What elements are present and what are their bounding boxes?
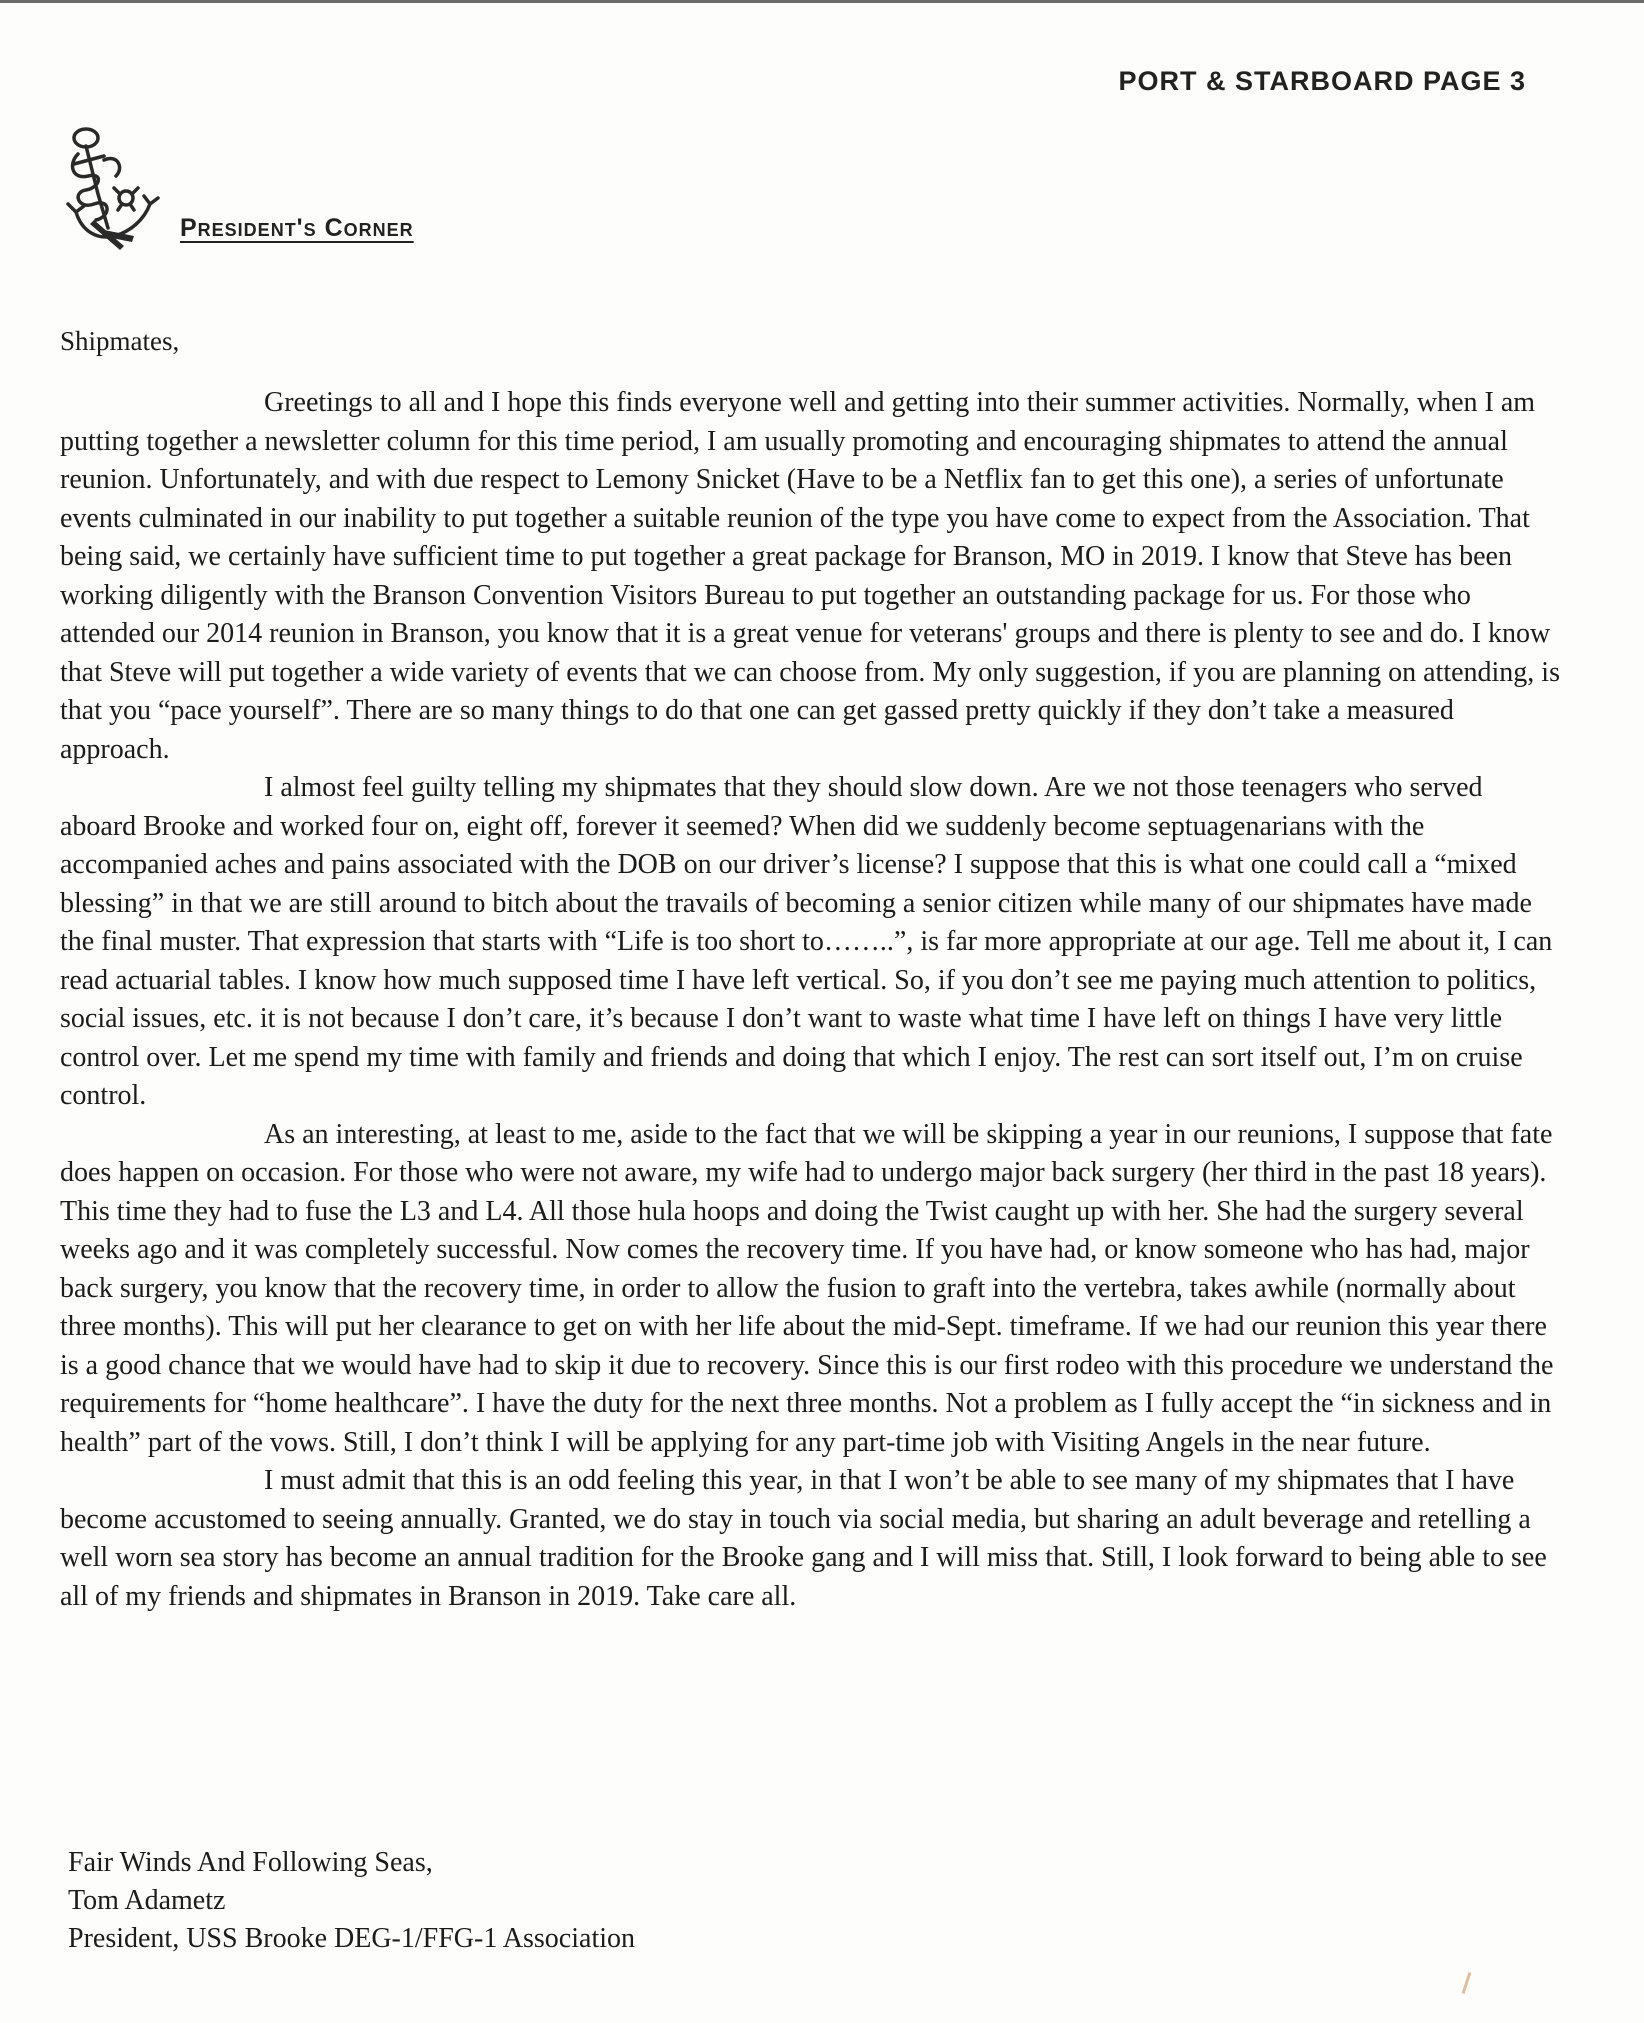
letter-closing [68, 1844, 635, 1958]
closing-sign-off: Fair Winds And Following Seas, [68, 1847, 433, 1878]
section-title: President's Corner [180, 214, 414, 242]
closing-name: Tom Adametz [68, 1885, 226, 1916]
letter-paragraph-4: I must admit that this is an odd feeling this year, in that I won’t be able to see many of my shipmates that I have become accustomed to seeing annually. Granted, we do stay in touch via social media, but sharing an adult beverage and retelling a well worn sea story has become an annual tradition for the Brooke gang and I will miss that. Still, I look forward to being able to see all of my friends and shipmates in Branson in 2019. Take care all. [60, 1465, 1547, 1612]
closing-title: President, USS Brooke DEG-1/FFG-1 Association [68, 1923, 635, 1954]
scan-mark [1462, 1972, 1472, 1994]
letter-body [60, 384, 1560, 1616]
letter-paragraph-1: Greetings to all and I hope this finds everyone well and getting into their summer activities. Normally, when I am putting together a newsletter column for this time period, I am usually promoting and encouraging shipmates to attend the annual reunion. Unfortunately, and with due respect to Lemony Snicket (Have to be a Netflix fan to get this one), a series of unfortunate events culminated in our inability to put together a suitable reunion of the type you have come to expect from the Association. That being said, we certainly have sufficient time to put together a great package for Branson, MO in 2019. I know that Steve has been working diligently with the Branson Convention Visitors Bureau to put together an outstanding package for us. For those who attended our 2014 reunion in Branson, you know that it is a great venue for veterans' groups and there is plenty to see and do. I know that Steve will put together a wide variety of events that we can choose from. My only suggestion, if you are planning on attending, is that you “pace yourself”. There are so many things to do that one can get gassed pretty quickly if they don’t take a measured approach. [60, 387, 1560, 765]
scan-edge-line [0, 0, 1644, 3]
letter-paragraph-3: As an interesting, at least to me, aside to the fact that we will be skipping a year in our reunions, I suppose that fate does happen on occasion. For those who were not aware, my wife had to undergo major back surgery (her third in the past 18 years). This time they had to fuse the L3 and L4. All those hula hoops and doing the Twist caught up with her. She had the surgery several weeks ago and it was completely successful. Now comes the recovery time. If you have had, or know someone who has had, major back surgery, you know that the recovery time, in order to allow the fusion to graft into the vertebra, takes awhile (normally about three months). This will put her clearance to get on with her life about the mid-Sept. timeframe. If we had our reunion this year there is a good chance that we would have had to skip it due to recovery. Since this is our first rodeo with this procedure we understand the requirements for “home healthcare”. I have the duty for the next three months. Not a problem as I fully accept the “in sickness and in health” part of the vows. Still, I don’t think I will be applying for any part-time job with Visiting Angels in the near future. [60, 1118, 1554, 1458]
letter-paragraph-2: I almost feel guilty telling my shipmates that they should slow down. Are we not those teenagers who served aboard Brooke and worked four on, eight off, forever it seemed? When did we suddenly become septuagenarians with the accompanied aches and pains associated with the DOB on our driver’s license? I suppose that this is what one could call a “mixed blessing” in that we are still around to bitch about the travails of becoming a senior citizen while many of our shipmates have made the final muster. That expression that starts with “Life is too short to……..”, is far more appropriate at our age. Tell me about it, I can read actuarial tables. I know how much supposed time I have left vertical. So, if you don’t see me paying much attention to politics, social issues, etc. it is not because I don’t care, it’s because I don’t want to waste what time I have left on things I have very little control over. Let me spend my time with family and friends and doing that which I enjoy. The rest can sort itself out, I’m on cruise control. [60, 772, 1553, 1111]
anchor-and-rope-icon [64, 124, 174, 254]
letter-salutation: Shipmates, [60, 326, 180, 356]
page-header: PORT & STARBOARD PAGE 3 [1118, 66, 1526, 96]
